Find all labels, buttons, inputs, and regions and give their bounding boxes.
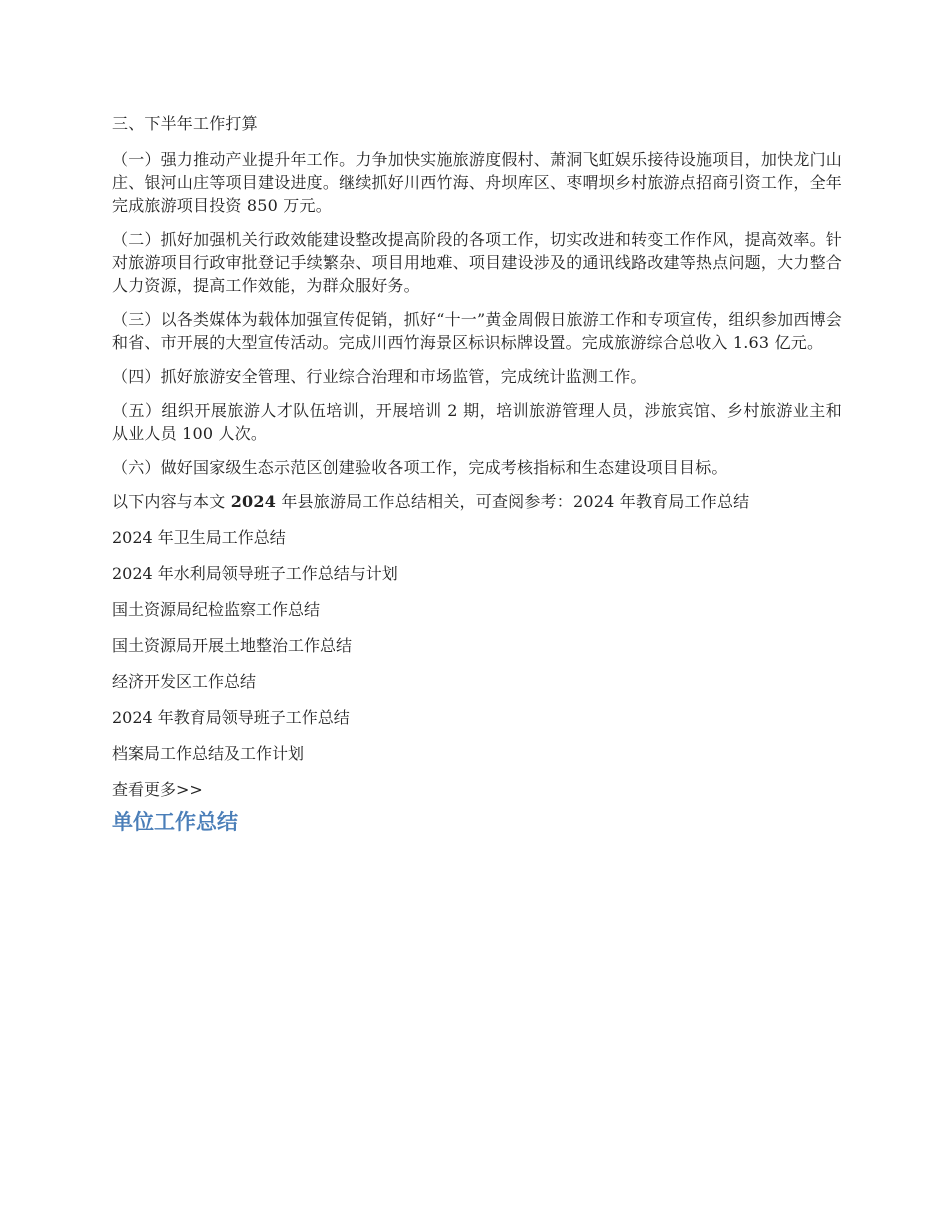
related-link[interactable]: 2024 年卫生局工作总结 <box>112 528 286 547</box>
document-body <box>112 112 842 837</box>
related-intro-year: 2024 <box>230 492 277 511</box>
related-intro-text[interactable]: 年县旅游局工作总结相关，可查阅参考：2024 年教育局工作总结 <box>281 492 750 511</box>
related-link[interactable]: 国土资源局纪检监察工作总结 <box>112 600 321 619</box>
related-link[interactable]: 档案局工作总结及工作计划 <box>112 744 305 763</box>
plan-item-6: （六）做好国家级生态示范区创建验收各项工作，完成考核指标和生态建设项目目标。 <box>112 458 728 477</box>
view-more-link[interactable]: 查看更多>> <box>112 780 203 799</box>
related-link[interactable]: 经济开发区工作总结 <box>112 672 257 691</box>
related-intro-prefix: 以下内容与本文 <box>112 492 226 511</box>
section-heading: 三、下半年工作打算 <box>112 114 258 133</box>
plan-item-1: （一）强力推动产业提升年工作。力争加快实施旅游度假村、萧洞飞虹娱乐接待设施项目，加快龙门山庄、银河山庄等项目建设进度。继续抓好川西竹海、舟坝库区、枣喟坝乡村旅游点招商引资工作，全年完成旅游项目投资 850 万元。 <box>112 150 842 215</box>
category-title[interactable]: 单位工作总结 <box>112 810 238 834</box>
related-link[interactable]: 国土资源局开展土地整治工作总结 <box>112 636 353 655</box>
plan-item-2: （二）抓好加强机关行政效能建设整改提高阶段的各项工作，切实改进和转变工作作风，提高效率。针对旅游项目行政审批登记手续繁杂、项目用地难、项目建设涉及的通讯线路改建等热点问题，大力整合人力资源，提高工作效能，为群众服好务。 <box>112 230 842 295</box>
related-intro <box>112 490 842 513</box>
plan-item-4: （四）抓好旅游安全管理、行业综合治理和市场监管，完成统计监测工作。 <box>112 367 647 386</box>
plan-item-3: （三）以各类媒体为载体加强宣传促销，抓好“十一”黄金周假日旅游工作和专项宣传，组织参加西博会和省、市开展的大型宣传活动。完成川西竹海景区标识标牌设置。完成旅游综合总收入 1.63 亿元。 <box>112 310 842 352</box>
related-link[interactable]: 2024 年水利局领导班子工作总结与计划 <box>112 564 398 583</box>
plan-item-5: （五）组织开展旅游人才队伍培训，开展培训 2 期，培训旅游管理人员，涉旅宾馆、乡村旅游业主和从业人员 100 人次。 <box>112 401 842 443</box>
related-link[interactable]: 2024 年教育局领导班子工作总结 <box>112 708 350 727</box>
